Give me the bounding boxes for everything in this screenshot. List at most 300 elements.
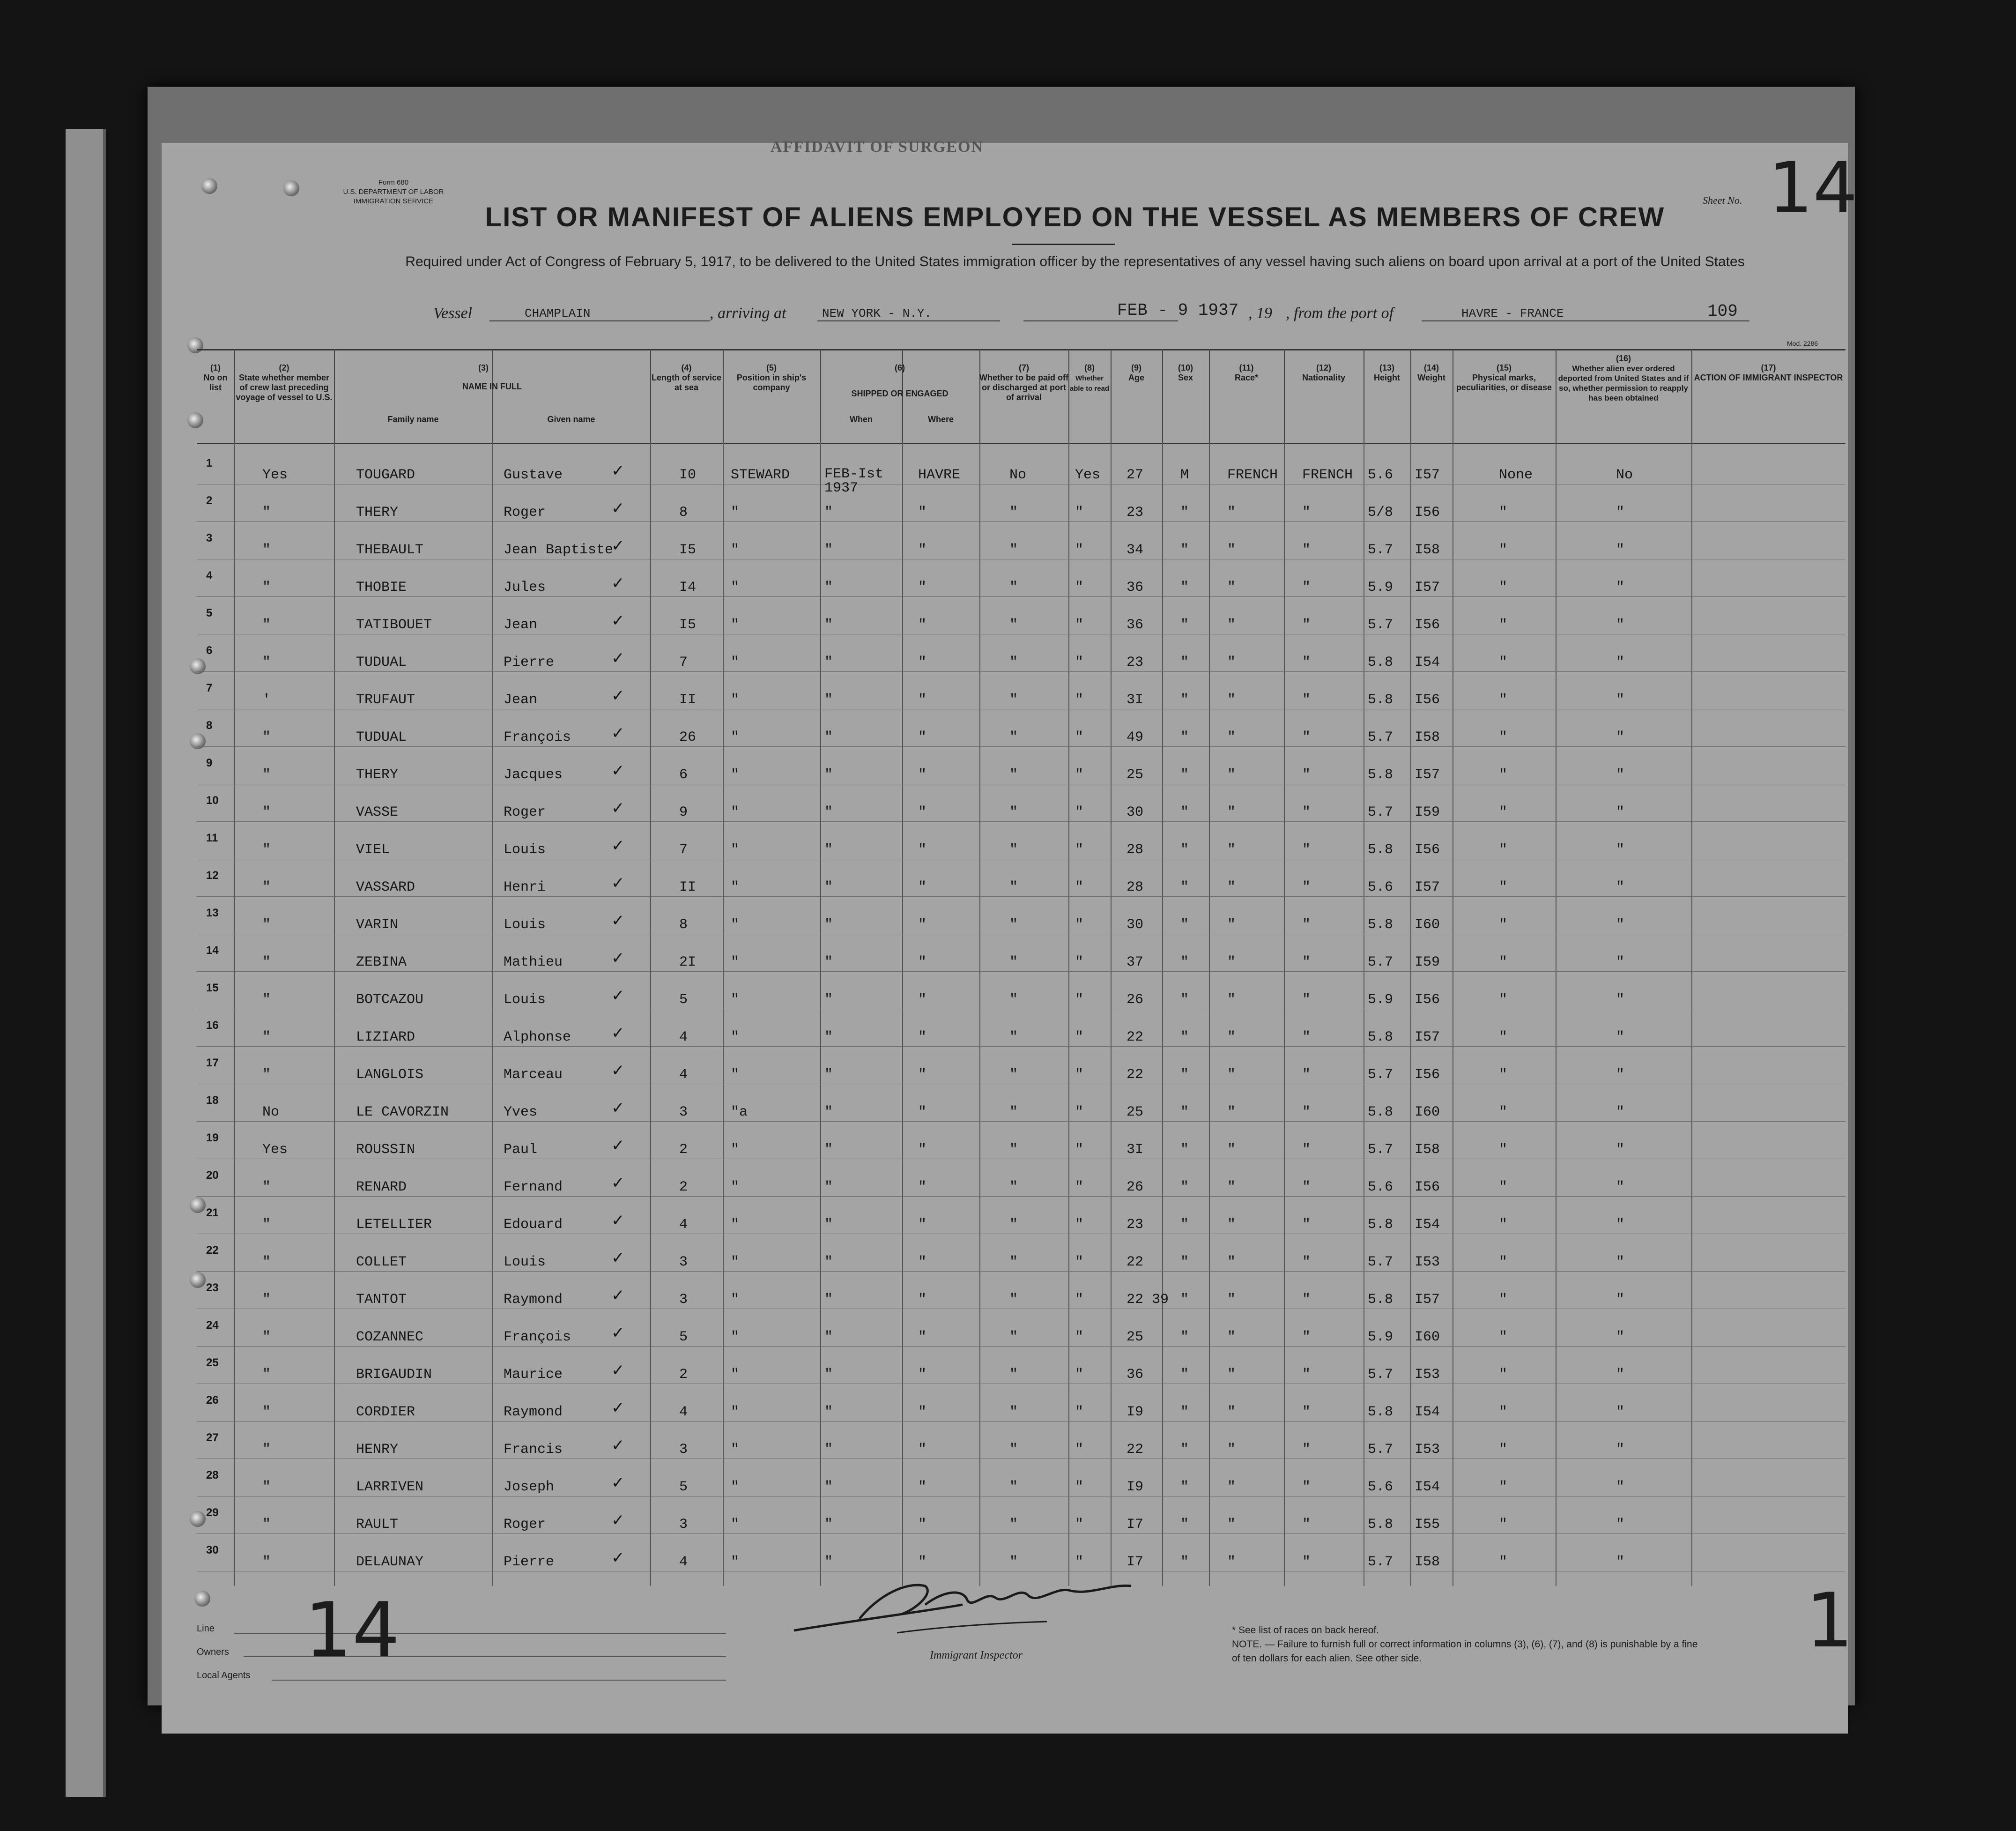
cell-family-name: ZEBINA <box>356 954 407 970</box>
cell-able-to-read: " <box>1075 879 1084 895</box>
cell-given-name: Louis <box>504 1254 546 1270</box>
cell-where: " <box>918 804 927 820</box>
cell-able-to-read: " <box>1075 1554 1084 1570</box>
cell-crew: " <box>262 1067 271 1083</box>
cell-paid-off: " <box>1009 1404 1018 1420</box>
cell-service: 4 <box>679 1217 688 1233</box>
cell-given-name: Roger <box>504 804 546 820</box>
arriving-label: , arriving at <box>710 305 786 322</box>
cell-physical-marks: " <box>1499 1554 1508 1570</box>
title-rule <box>1012 244 1115 245</box>
cell-age: 37 <box>1127 954 1144 970</box>
cell-deported: " <box>1616 580 1625 595</box>
cell-crew: Yes <box>262 467 288 483</box>
cell-sex: " <box>1180 1554 1189 1570</box>
cell-family-name: COLLET <box>356 1254 407 1270</box>
checkmark-icon: ✓ <box>611 1136 625 1155</box>
cell-deported: " <box>1616 992 1625 1008</box>
table-row <box>197 944 1846 982</box>
cell-paid-off: " <box>1009 1179 1018 1195</box>
cell-family-name: THERY <box>356 505 399 521</box>
cell-race: " <box>1227 879 1236 895</box>
cell-height: 5.8 <box>1368 1292 1393 1308</box>
cell-age: 22 <box>1127 1254 1144 1270</box>
table-row <box>197 1019 1846 1057</box>
table-row <box>197 1131 1846 1169</box>
cell-service: 4 <box>679 1067 688 1083</box>
row-number: 30 <box>206 1544 219 1556</box>
table-row <box>197 1206 1846 1244</box>
cell-age: 23 <box>1127 1217 1144 1233</box>
cell-deported: " <box>1616 505 1625 521</box>
cell-position: " <box>731 804 740 820</box>
cell-sex: " <box>1180 1479 1189 1495</box>
cell-when: " <box>824 1367 833 1383</box>
cell-deported: " <box>1616 1404 1625 1420</box>
cell-age: 34 <box>1127 542 1144 558</box>
cell-paid-off: " <box>1009 1067 1018 1083</box>
col-header-given: NAME IN FULL Given name <box>492 349 651 443</box>
cell-position: " <box>731 1404 740 1420</box>
cell-family-name: LANGLOIS <box>356 1067 424 1083</box>
cell-weight: I56 <box>1415 505 1440 521</box>
cell-physical-marks: " <box>1499 655 1508 670</box>
cell-height: 5.8 <box>1368 842 1393 858</box>
header-bottom-rule <box>197 443 1846 444</box>
cell-when: " <box>824 804 833 820</box>
cell-paid-off: " <box>1009 879 1018 895</box>
cell-when: " <box>824 1554 833 1570</box>
cell-deported: " <box>1616 729 1625 745</box>
cell-service: I0 <box>679 467 697 483</box>
cell-family-name: BRIGAUDIN <box>356 1367 432 1383</box>
cell-crew: " <box>262 1442 271 1458</box>
row-number: 13 <box>206 907 219 919</box>
cell-position: " <box>731 1517 740 1533</box>
cell-physical-marks: " <box>1499 1479 1508 1495</box>
cell-weight: I54 <box>1415 1479 1440 1495</box>
cell-height: 5.8 <box>1368 655 1393 670</box>
checkmark-icon: ✓ <box>611 1174 625 1192</box>
cell-height: 5.7 <box>1368 954 1393 970</box>
cell-family-name: THEBAULT <box>356 542 424 558</box>
cell-when: " <box>824 992 833 1008</box>
cell-deported: " <box>1616 1367 1625 1383</box>
cell-paid-off: " <box>1009 1479 1018 1495</box>
cell-service: 6 <box>679 767 688 783</box>
table-row <box>197 1281 1846 1319</box>
cell-given-name: Jean <box>504 617 538 633</box>
cell-sex: " <box>1180 655 1189 670</box>
cell-race: " <box>1227 729 1236 745</box>
cell-when: " <box>824 655 833 670</box>
checkmark-icon: ✓ <box>611 1286 625 1305</box>
cell-race: " <box>1227 1329 1236 1345</box>
cell-paid-off: " <box>1009 917 1018 933</box>
checkmark-icon: ✓ <box>611 1249 625 1267</box>
col-header-action: (17) ACTION OF IMMIGRANT INSPECTOR <box>1694 363 1843 382</box>
cell-service: 4 <box>679 1029 688 1045</box>
checkmark-icon: ✓ <box>611 574 625 593</box>
cell-nationality: " <box>1302 767 1311 783</box>
table-row <box>197 644 1846 682</box>
sheet-label: Sheet No. <box>1703 194 1742 206</box>
cell-paid-off: No <box>1009 467 1027 483</box>
cell-weight: I56 <box>1415 842 1440 858</box>
punch-hole <box>201 178 217 194</box>
cell-given-name: Edouard <box>504 1217 563 1233</box>
form-number: Form 680 <box>378 179 409 186</box>
col-header-age: (9) Age <box>1111 349 1163 443</box>
cell-deported: " <box>1616 842 1625 858</box>
cell-sex: " <box>1180 804 1189 820</box>
cell-paid-off: " <box>1009 804 1018 820</box>
cell-age: 36 <box>1127 617 1144 633</box>
cell-position: " <box>731 1179 740 1195</box>
cell-when: " <box>824 1404 833 1420</box>
punch-hole <box>283 180 299 196</box>
cell-nationality: " <box>1302 1442 1311 1458</box>
cell-given-name: Francis <box>504 1442 563 1458</box>
cell-sex: " <box>1180 1142 1189 1158</box>
cell-sex: " <box>1180 1367 1189 1383</box>
row-number: 3 <box>206 532 213 544</box>
cell-paid-off: " <box>1009 542 1018 558</box>
cell-weight: I54 <box>1415 655 1440 670</box>
cell-physical-marks: " <box>1499 1142 1508 1158</box>
cell-given-name: Fernand <box>504 1179 563 1195</box>
cell-able-to-read: " <box>1075 842 1084 858</box>
cell-given-name: Marceau <box>504 1067 563 1083</box>
cell-given-name: Henri <box>504 879 546 895</box>
cell-weight: I57 <box>1415 1292 1440 1308</box>
cell-age: 3I <box>1127 1142 1144 1158</box>
cell-nationality: " <box>1302 1404 1311 1420</box>
cell-race: " <box>1227 1217 1236 1233</box>
cell-height: 5.7 <box>1368 729 1393 745</box>
cell-when: " <box>824 580 833 595</box>
cell-when: " <box>824 1292 833 1308</box>
cell-physical-marks: " <box>1499 1367 1508 1383</box>
cell-physical-marks: " <box>1499 1517 1508 1533</box>
cell-service: I4 <box>679 580 697 595</box>
cell-paid-off: " <box>1009 767 1018 783</box>
cell-weight: I54 <box>1415 1217 1440 1233</box>
cell-nationality: " <box>1302 1104 1311 1120</box>
cell-service: 3 <box>679 1292 688 1308</box>
cell-position: " <box>731 580 740 595</box>
cell-sex: " <box>1180 1517 1189 1533</box>
cell-service: I5 <box>679 542 697 558</box>
cell-able-to-read: " <box>1075 655 1084 670</box>
cell-sex: " <box>1180 842 1189 858</box>
table-row <box>197 1169 1846 1206</box>
cell-weight: I58 <box>1415 729 1440 745</box>
cell-service: 3 <box>679 1517 688 1533</box>
table-row <box>197 982 1846 1019</box>
cell-family-name: RAULT <box>356 1517 399 1533</box>
checkmark-icon: ✓ <box>611 536 625 555</box>
cell-race: " <box>1227 1067 1236 1083</box>
cell-when: " <box>824 505 833 521</box>
cell-when: " <box>824 879 833 895</box>
cell-height: 5.8 <box>1368 1404 1393 1420</box>
cell-age: 23 <box>1127 505 1144 521</box>
cell-height: 5.7 <box>1368 1254 1393 1270</box>
cell-crew: " <box>262 1479 271 1495</box>
cell-given-name: Louis <box>504 842 546 858</box>
cell-where: " <box>918 505 927 521</box>
cell-given-name: Roger <box>504 505 546 521</box>
table-row <box>197 1057 1846 1094</box>
cell-sex: " <box>1180 1442 1189 1458</box>
cell-physical-marks: " <box>1499 1217 1508 1233</box>
cell-nationality: " <box>1302 1329 1311 1345</box>
cell-sex: " <box>1180 879 1189 895</box>
cell-deported: " <box>1616 1217 1625 1233</box>
cell-able-to-read: " <box>1075 1367 1084 1383</box>
row-number: 4 <box>206 569 213 582</box>
cell-nationality: " <box>1302 1254 1311 1270</box>
inspector-label: Immigrant Inspector <box>930 1649 1023 1661</box>
cell-race: " <box>1227 580 1236 595</box>
cell-nationality: " <box>1302 879 1311 895</box>
cell-height: 5.6 <box>1368 1479 1393 1495</box>
cell-crew: " <box>262 617 271 633</box>
checkmark-icon: ✓ <box>611 986 625 1005</box>
cell-age: 22 <box>1127 1067 1144 1083</box>
cell-where: " <box>918 954 927 970</box>
cell-given-name: Alphonse <box>504 1029 571 1045</box>
cell-service: 3 <box>679 1254 688 1270</box>
cell-nationality: " <box>1302 992 1311 1008</box>
cell-race: " <box>1227 655 1236 670</box>
table-row <box>197 682 1846 719</box>
cell-crew: " <box>262 842 271 858</box>
cell-able-to-read: " <box>1075 1292 1084 1308</box>
cell-weight: I53 <box>1415 1367 1440 1383</box>
cell-able-to-read: " <box>1075 767 1084 783</box>
cell-height: 5.7 <box>1368 1367 1393 1383</box>
cell-nationality: " <box>1302 1292 1311 1308</box>
cell-where: " <box>918 1292 927 1308</box>
cell-nationality: " <box>1302 1179 1311 1195</box>
cell-race: " <box>1227 954 1236 970</box>
cell-where: " <box>918 1179 927 1195</box>
cell-weight: I56 <box>1415 692 1440 708</box>
table-row <box>197 569 1846 607</box>
year-label: , 19 <box>1248 305 1272 322</box>
cell-family-name: HENRY <box>356 1442 399 1458</box>
penalty-note: NOTE. — Failure to furnish full or correct information in columns (3), (6), (7), and (8) is punishable by a fine of ten dollars for each alien. See other side. <box>1232 1639 1698 1664</box>
cell-able-to-read: " <box>1075 954 1084 970</box>
cell-able-to-read: " <box>1075 729 1084 745</box>
cell-position: " <box>731 917 740 933</box>
table-row <box>197 1244 1846 1281</box>
cell-service: 8 <box>679 505 688 521</box>
cell-height: 5.8 <box>1368 692 1393 708</box>
cell-age: 25 <box>1127 1104 1144 1120</box>
cell-where: " <box>918 1479 927 1495</box>
cell-age: I9 <box>1127 1404 1144 1420</box>
col-header-where: Where <box>902 349 980 443</box>
row-number: 5 <box>206 607 213 619</box>
cell-crew: " <box>262 1554 271 1570</box>
cell-position: "a <box>731 1104 748 1120</box>
cell-sex: " <box>1180 1029 1189 1045</box>
cell-position: " <box>731 655 740 670</box>
cell-when: " <box>824 542 833 558</box>
cell-physical-marks: " <box>1499 1404 1508 1420</box>
cell-able-to-read: " <box>1075 1404 1084 1420</box>
cell-nationality: " <box>1302 1517 1311 1533</box>
cell-crew: " <box>262 655 271 670</box>
cell-position: " <box>731 1367 740 1383</box>
cell-position: " <box>731 842 740 858</box>
cell-family-name: TUDUAL <box>356 729 407 745</box>
cell-given-name: Yves <box>504 1104 538 1120</box>
cell-physical-marks: " <box>1499 580 1508 595</box>
cell-deported: " <box>1616 879 1625 895</box>
manifest-number: 109 <box>1707 302 1738 321</box>
table-row <box>197 532 1846 569</box>
cell-deported: " <box>1616 954 1625 970</box>
cell-when: " <box>824 1142 833 1158</box>
cell-height: 5.8 <box>1368 1104 1393 1120</box>
cell-paid-off: " <box>1009 692 1018 708</box>
cell-weight: I54 <box>1415 1404 1440 1420</box>
cell-physical-marks: " <box>1499 804 1508 820</box>
cell-race: " <box>1227 1367 1236 1383</box>
cell-able-to-read: Yes <box>1075 467 1101 483</box>
cell-able-to-read: " <box>1075 692 1084 708</box>
cell-paid-off: " <box>1009 1104 1018 1120</box>
cell-sex: " <box>1180 580 1189 595</box>
cell-where: " <box>918 1067 927 1083</box>
cell-where: " <box>918 1442 927 1458</box>
cell-where: " <box>918 767 927 783</box>
cell-weight: I58 <box>1415 542 1440 558</box>
table-row <box>197 869 1846 907</box>
cell-crew: " <box>262 505 271 521</box>
table-row <box>197 1544 1846 1581</box>
table-row <box>197 757 1846 794</box>
cell-height: 5.7 <box>1368 617 1393 633</box>
cell-when: " <box>824 767 833 783</box>
cell-position: " <box>731 1254 740 1270</box>
cell-age: 36 <box>1127 1367 1144 1383</box>
cell-weight: I59 <box>1415 954 1440 970</box>
cell-family-name: TATIBOUET <box>356 617 432 633</box>
table-row <box>197 1319 1846 1356</box>
row-number: 21 <box>206 1206 219 1219</box>
cell-height: 5.9 <box>1368 992 1393 1008</box>
cell-when: " <box>824 1329 833 1345</box>
cell-sex: " <box>1180 767 1189 783</box>
cell-physical-marks: " <box>1499 729 1508 745</box>
cell-age: 25 <box>1127 767 1144 783</box>
cell-family-name: THOBIE <box>356 580 407 595</box>
table-row <box>197 1094 1846 1131</box>
checkmark-icon: ✓ <box>611 836 625 855</box>
cell-paid-off: " <box>1009 992 1018 1008</box>
cell-crew: " <box>262 767 271 783</box>
cell-able-to-read: " <box>1075 1104 1084 1120</box>
cell-position: " <box>731 617 740 633</box>
cell-when: " <box>824 842 833 858</box>
vessel-underline <box>489 320 710 321</box>
cell-weight: I53 <box>1415 1442 1440 1458</box>
cell-paid-off: " <box>1009 1367 1018 1383</box>
cell-deported: " <box>1616 1179 1625 1195</box>
cell-physical-marks: " <box>1499 1254 1508 1270</box>
row-number: 29 <box>206 1506 219 1519</box>
cell-age: 25 <box>1127 1329 1144 1345</box>
cell-sex: " <box>1180 692 1189 708</box>
footer-note <box>1232 1623 1700 1666</box>
row-number: 9 <box>206 757 213 769</box>
cell-weight: I57 <box>1415 879 1440 895</box>
cell-height: 5.6 <box>1368 1179 1393 1195</box>
cell-deported: " <box>1616 1029 1625 1045</box>
cell-able-to-read: " <box>1075 505 1084 521</box>
cell-able-to-read: " <box>1075 1179 1084 1195</box>
cell-race: " <box>1227 917 1236 933</box>
cell-given-name: Jean <box>504 692 538 708</box>
cell-where: " <box>918 917 927 933</box>
cell-age: 26 <box>1127 992 1144 1008</box>
checkmark-icon: ✓ <box>611 1361 625 1380</box>
cell-able-to-read: " <box>1075 1517 1084 1533</box>
cell-deported: " <box>1616 1479 1625 1495</box>
cell-age: I7 <box>1127 1554 1144 1570</box>
agents-label: Local Agents <box>197 1670 251 1681</box>
cell-when: " <box>824 1104 833 1120</box>
cell-physical-marks: " <box>1499 617 1508 633</box>
cell-when: " <box>824 1254 833 1270</box>
cell-where: " <box>918 1329 927 1345</box>
cell-paid-off: " <box>1009 1292 1018 1308</box>
cell-deported: " <box>1616 767 1625 783</box>
table-row <box>197 1431 1846 1469</box>
cell-service: 5 <box>679 1479 688 1495</box>
cell-position: " <box>731 1217 740 1233</box>
cell-race: " <box>1227 767 1236 783</box>
cell-position: " <box>731 879 740 895</box>
cell-service: 7 <box>679 655 688 670</box>
cell-weight: I56 <box>1415 617 1440 633</box>
cell-height: 5/8 <box>1368 505 1393 521</box>
cell-weight: I56 <box>1415 1179 1440 1195</box>
cell-physical-marks: " <box>1499 1029 1508 1045</box>
bleed-through-text: AFFIDAVIT OF SURGEON <box>771 138 984 156</box>
checkmark-icon: ✓ <box>611 1548 625 1567</box>
col-header-race: (11) Race* <box>1209 349 1285 443</box>
cell-height: 5.7 <box>1368 1067 1393 1083</box>
cell-nationality: " <box>1302 842 1311 858</box>
row-number: 12 <box>206 869 219 882</box>
cell-height: 5.6 <box>1368 879 1393 895</box>
table-row <box>197 719 1846 757</box>
cell-where: " <box>918 729 927 745</box>
cell-physical-marks: " <box>1499 1442 1508 1458</box>
row-number: 22 <box>206 1244 219 1257</box>
cell-age: I7 <box>1127 1517 1144 1533</box>
cell-deported: " <box>1616 542 1625 558</box>
row-number: 7 <box>206 682 213 694</box>
cell-nationality: " <box>1302 954 1311 970</box>
cell-height: 5.8 <box>1368 1217 1393 1233</box>
